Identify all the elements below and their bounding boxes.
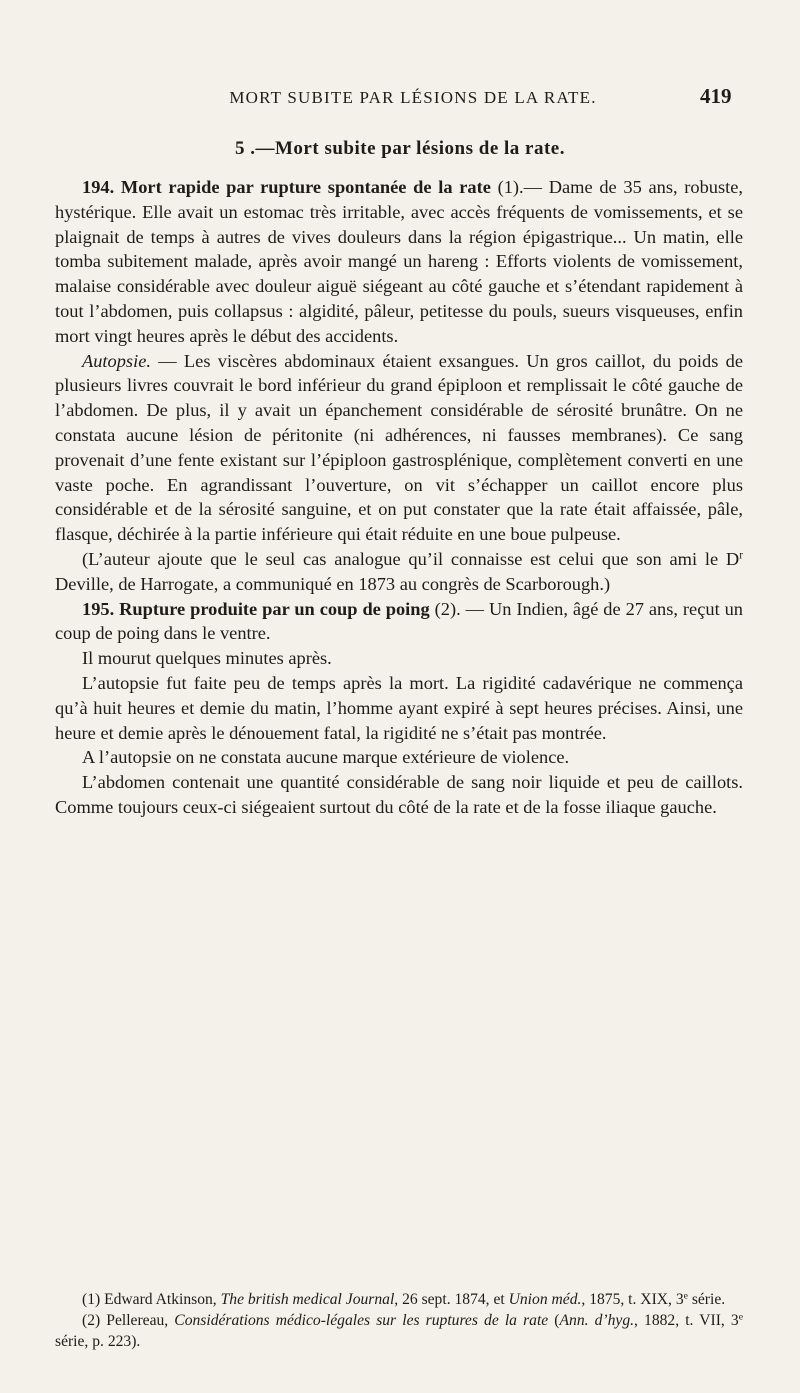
case-195-p4: A l’autopsie on ne constata aucune marque extérieure de violence. [82, 747, 570, 768]
page-number: 419 [700, 84, 732, 108]
case-195-title: 195. Rupture produite par un coup de poing [82, 598, 430, 619]
case-195-p3: L’autopsie fut faite peu de temps après la mort. La rigidité cadavérique ne commença qu’à huit heures et demie du matin, l’homme ayant expiré à sept heures précises. Ainsi, une heure et demie après le dénouement fatal, la rigidité ne s’était pas montrée. [55, 672, 743, 743]
case-194-autopsy [55, 349, 743, 547]
case-195-paragraph [55, 597, 743, 647]
case-194-remark [55, 547, 743, 597]
running-title: MORT SUBITE PAR LÉSIONS DE LA RATE. [229, 88, 597, 107]
footnote-1-superscript: e [683, 1290, 688, 1302]
footnote-1-journal2: Union méd. [508, 1291, 582, 1308]
footnote-2-superscript: e [738, 1311, 744, 1323]
case-194-text: — Dame de 35 ans, robuste, hystérique. Elle avait un estomac très irritable, avec accès fréquents de vomissements, et se plaignait de temps à autres de vives douleurs dans la région épigastrique... Un matin, elle tomba subitement malade, après avoir mangé un hareng : Efforts violents de vomissement, malaise considérable avec douleur aiguë siégeant au côté gauche et s’étendant rapidement à tout l’abdomen, puis collapsus : algidité, pâleur, petitesse du pouls, sueurs visqueuses, enfin mort vingt heures après le début des accidents. [55, 177, 743, 346]
autopsy-text: — Les viscères abdominaux étaient exsangues. Un gros caillot, du poids de plusieurs livres couvrait le bord inférieur du grand épiploon et remplissait le côté gauche de l’abdomen. De plus, il y avait un épanchement considérable de sérosité brunâtre. On ne constata aucune lésion de péritonite (ni adhérences, ni fausses membranes). Ce sang provenait d’une fente existant sur l’épiploon gastrosplénique, complètement converti en une vaste poche. En agrandissant l’ouverture, on vit s’échapper un caillot encore plus considérable et de la sérosité sanguine, et on put constater que la rate était affaissée, pâle, flasque, déchirée à la partie inférieure qui était réduite en une boue pulpeuse. [55, 350, 743, 545]
footnote-2-end: série, p. 223). [55, 1333, 141, 1350]
case-195-p2: Il mourut quelques minutes après. [82, 648, 332, 669]
remark-text-end: Deville, de Harrogate, a communiqué en 1873 au congrès de Scarborough.) [55, 573, 611, 594]
case-195-text: — Un Indien, âgé de 27 ans, reçut un coup de poing dans le ventre. [55, 598, 743, 644]
case-194-paragraph [55, 175, 743, 349]
case-194-ref: (1). [497, 177, 524, 197]
footnote-1 [55, 1289, 743, 1310]
footnotes [55, 1289, 743, 1352]
case-195-ref: (2). [434, 598, 461, 619]
remark-superscript: r [739, 549, 743, 562]
autopsy-label: Autopsie. [82, 350, 151, 371]
footnote-2-journal: Ann. d’hyg. [559, 1312, 635, 1329]
footnote-2-volume: , 1882, t. VII, 3 [634, 1312, 739, 1329]
footnote-2-author: (2) Pellereau, [82, 1312, 175, 1329]
footnote-2-paren: ( [548, 1312, 560, 1329]
remark-text: (L’auteur ajoute que le seul cas analogue qu’il connaisse est celui que son ami le D [82, 548, 740, 569]
footnote-2 [55, 1310, 743, 1352]
case-194-title: 194. Mort rapide par rupture spontanée de la rate [82, 177, 491, 197]
footnote-2-title: Considérations médico-légales sur les ruptures de la rate [174, 1312, 549, 1329]
footnote-1-end: série. [687, 1291, 726, 1308]
case-195-p5: L’abdomen contenait une quantité considérable de sang noir liquide et peu de caillots. Comme toujours ceux-ci siégeaient surtout du côté de la rate et de la fosse iliaque gauche. [55, 772, 743, 817]
footnote-1-journal: The british medical Journal [220, 1291, 395, 1308]
footnote-1-date: , 26 sept. 1874, et [394, 1291, 509, 1308]
section-heading: 5 .—Mort subite par lésions de la rate. [235, 138, 565, 159]
main-text [55, 175, 743, 820]
footnote-1-author: (1) Edward Atkinson, [82, 1291, 221, 1308]
footnote-1-volume: , 1875, t. XIX, 3 [581, 1291, 684, 1308]
